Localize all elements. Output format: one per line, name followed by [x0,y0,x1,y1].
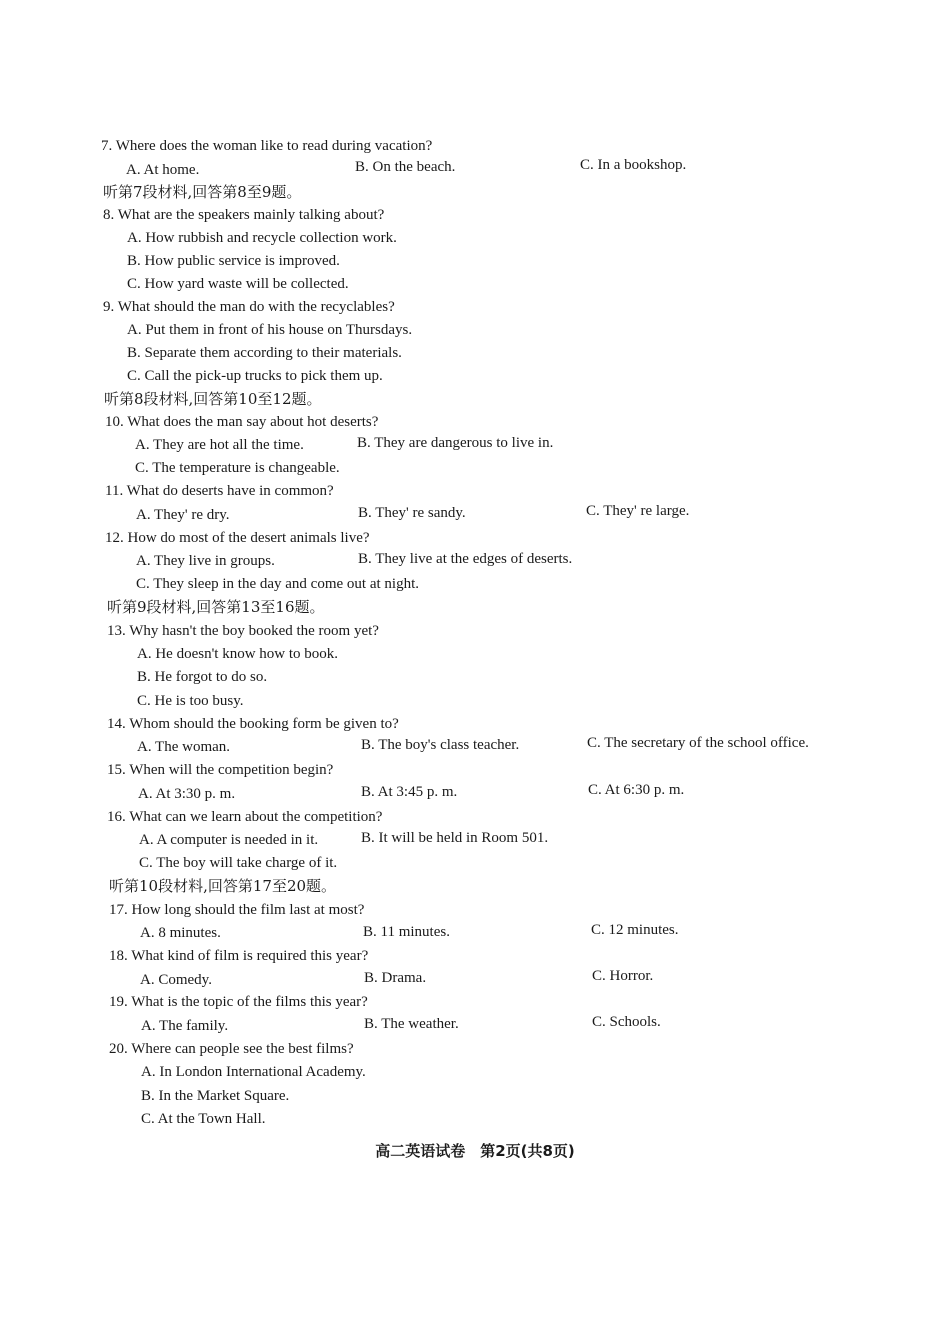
section-9-header: 听第9段材料,回答第13至16题。 [107,598,325,616]
question-8: 8. What are the speakers mainly talking about? [103,207,385,223]
q11-option-b: B. They' re sandy. [358,505,466,521]
q14-option-a: A. The woman. [137,739,231,755]
q14-option-b: B. The boy's class teacher. [361,737,520,753]
question-10: 10. What does the man say about hot deserts? [105,414,379,430]
q18-option-a: A. Comedy. [140,972,212,988]
q7-option-a: A. At home. [126,162,200,178]
q9-option-c: C. Call the pick-up trucks to pick them up. [127,368,383,384]
q15-option-b: B. At 3:45 p. m. [361,784,458,800]
question-17: 17. How long should the film last at most? [109,902,365,918]
q9-option-a: A. Put them in front of his house on Thursdays. [127,322,413,338]
q19-option-b: B. The weather. [364,1016,459,1032]
question-7: 7. Where does the woman like to read during vacation? [101,138,433,154]
q17-option-b: B. 11 minutes. [363,924,450,940]
q17-option-a: A. 8 minutes. [140,925,221,941]
q9-option-b: B. Separate them according to their materials. [127,345,402,361]
q12-option-b: B. They live at the edges of deserts. [358,551,573,567]
q8-option-b: B. How public service is improved. [127,253,340,269]
q15-option-a: A. At 3:30 p. m. [138,786,236,802]
question-12: 12. How do most of the desert animals live? [105,530,370,546]
q10-option-a: A. They are hot all the time. [135,437,304,453]
q13-option-c: C. He is too busy. [137,693,244,709]
q18-option-b: B. Drama. [364,970,427,986]
q17-option-c: C. 12 minutes. [591,922,679,938]
question-15: 15. When will the competition begin? [107,762,334,778]
question-16: 16. What can we learn about the competition? [107,809,383,825]
q16-option-b: B. It will be held in Room 501. [361,830,549,846]
question-19: 19. What is the topic of the films this year? [109,994,368,1010]
question-9: 9. What should the man do with the recyclables? [103,299,395,315]
section-8-header: 听第8段材料,回答第10至12题。 [104,390,322,408]
q10-option-c: C. The temperature is changeable. [135,460,340,476]
q19-option-c: C. Schools. [592,1014,661,1030]
question-11: 11. What do deserts have in common? [105,483,334,499]
q20-option-a: A. In London International Academy. [141,1064,366,1080]
q15-option-c: C. At 6:30 p. m. [588,782,685,798]
q13-option-a: A. He doesn't know how to book. [137,646,339,662]
q12-option-c: C. They sleep in the day and come out at night. [136,576,419,592]
q11-option-a: A. They' re dry. [136,507,230,523]
question-13: 13. Why hasn't the boy booked the room yet? [107,623,379,639]
q12-option-a: A. They live in groups. [136,553,275,569]
question-20: 20. Where can people see the best films? [109,1041,354,1057]
section-7-header: 听第7段材料,回答第8至9题。 [103,183,302,201]
page-footer: 高二英语试卷 第2页(共8页) [375,1142,575,1160]
q19-option-a: A. The family. [141,1018,229,1034]
q8-option-a: A. How rubbish and recycle collection work. [127,230,397,246]
q11-option-c: C. They' re large. [586,503,690,519]
question-14: 14. Whom should the booking form be given to? [107,716,399,732]
q13-option-b: B. He forgot to do so. [137,669,268,685]
section-10-header: 听第10段材料,回答第17至20题。 [109,877,337,895]
q7-option-b: B. On the beach. [355,159,456,175]
q16-option-c: C. The boy will take charge of it. [139,855,338,871]
q14-option-c: C. The secretary of the school office. [587,735,809,751]
q20-option-c: C. At the Town Hall. [141,1111,266,1127]
question-18: 18. What kind of film is required this year? [109,948,369,964]
q16-option-a: A. A computer is needed in it. [139,832,319,848]
q18-option-c: C. Horror. [592,968,654,984]
q7-option-c: C. In a bookshop. [580,157,687,173]
q8-option-c: C. How yard waste will be collected. [127,276,349,292]
q10-option-b: B. They are dangerous to live in. [357,435,554,451]
q20-option-b: B. In the Market Square. [141,1088,290,1104]
